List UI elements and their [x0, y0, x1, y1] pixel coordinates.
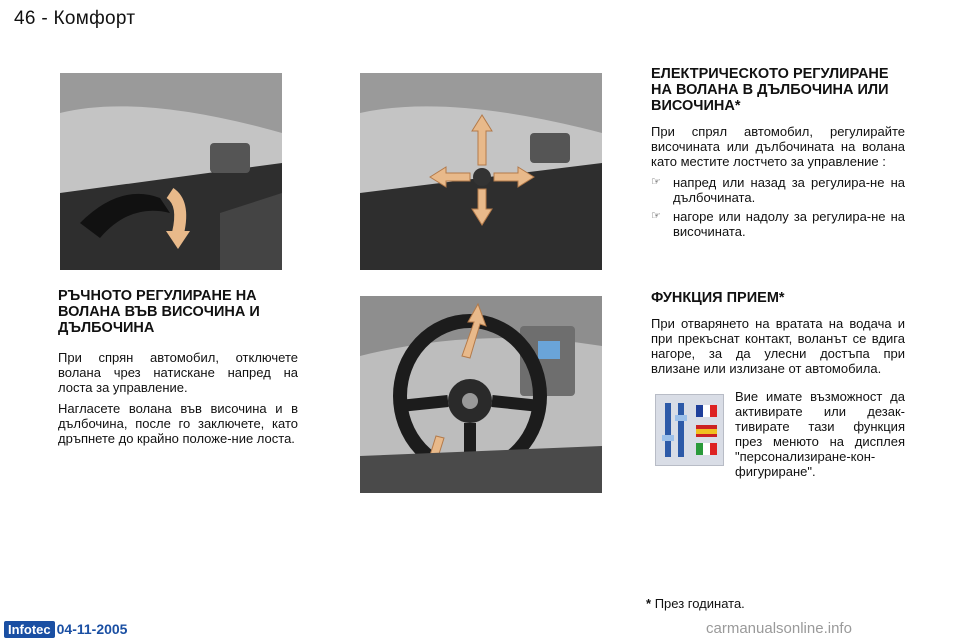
pointing-hand-icon: ☞	[651, 176, 661, 188]
manual-adjust-section	[58, 288, 298, 446]
electric-adjust-section	[651, 66, 905, 243]
pointing-hand-icon: ☞	[651, 210, 661, 222]
footer-date: 04-11-2005	[56, 621, 128, 637]
electric-control-photo	[360, 73, 602, 270]
manual-adjust-heading: РЪЧНОТО РЕГУЛИРАНЕ НА ВОЛАНА ВЪВ ВИСОЧИНА И ДЪЛБОЧИНА	[58, 288, 260, 336]
footnote-text: През годината.	[654, 596, 745, 611]
manual-adjust-paragraph-2: Нагласете волана във височина и в дълбочина, после го заключете, като дръпнете до крайно положе-ние лоста.	[58, 401, 298, 446]
page-title: 46 - Комфорт	[14, 8, 136, 29]
electric-adjust-heading: ЕЛЕКТРИЧЕСКОТО РЕГУЛИРАНЕ НА ВОЛАНА В ДЪЛБОЧИНА ИЛИ ВИСОЧИНА*	[651, 66, 889, 114]
watermark-site: carmanualsonline.info	[706, 620, 852, 637]
footnote-star: *	[646, 596, 652, 611]
list-item: ☞ напред или назад за регулира-не на дълбочината.	[651, 175, 905, 205]
infotec-logo: Infotec	[4, 621, 55, 638]
manual-lever-photo	[60, 73, 282, 270]
reception-paragraph-2: Вие имате възможност да активирате или дезак-тивирате тази функция през менюто на дисплея "персонализиране-кон-фигуриране".	[735, 389, 905, 479]
electric-adjust-bullets	[651, 175, 905, 239]
footer-left	[4, 619, 127, 639]
steering-wheel-photo	[360, 296, 602, 493]
list-item: ☞ нагоре или надолу за регулира-не на височината.	[651, 209, 905, 239]
electric-adjust-intro: При спрял автомобил, регулирайте височината или дълбочината на волана като местите лостчето за управление :	[651, 124, 905, 169]
display-menu-icon	[655, 394, 724, 466]
footnote	[646, 596, 745, 611]
reception-section	[651, 290, 905, 376]
reception-paragraph-1: При отварянето на вратата на водача и при прекъснат контакт, воланът се вдига нагоре, за да улесни достъпа при влизане или излизане от автомобила.	[651, 316, 905, 376]
reception-heading: ФУНКЦИЯ ПРИЕМ*	[651, 290, 785, 306]
manual-adjust-paragraph-1: При спрян автомобил, отключете волана чрез натискане напред на лоста за управление.	[58, 350, 298, 395]
